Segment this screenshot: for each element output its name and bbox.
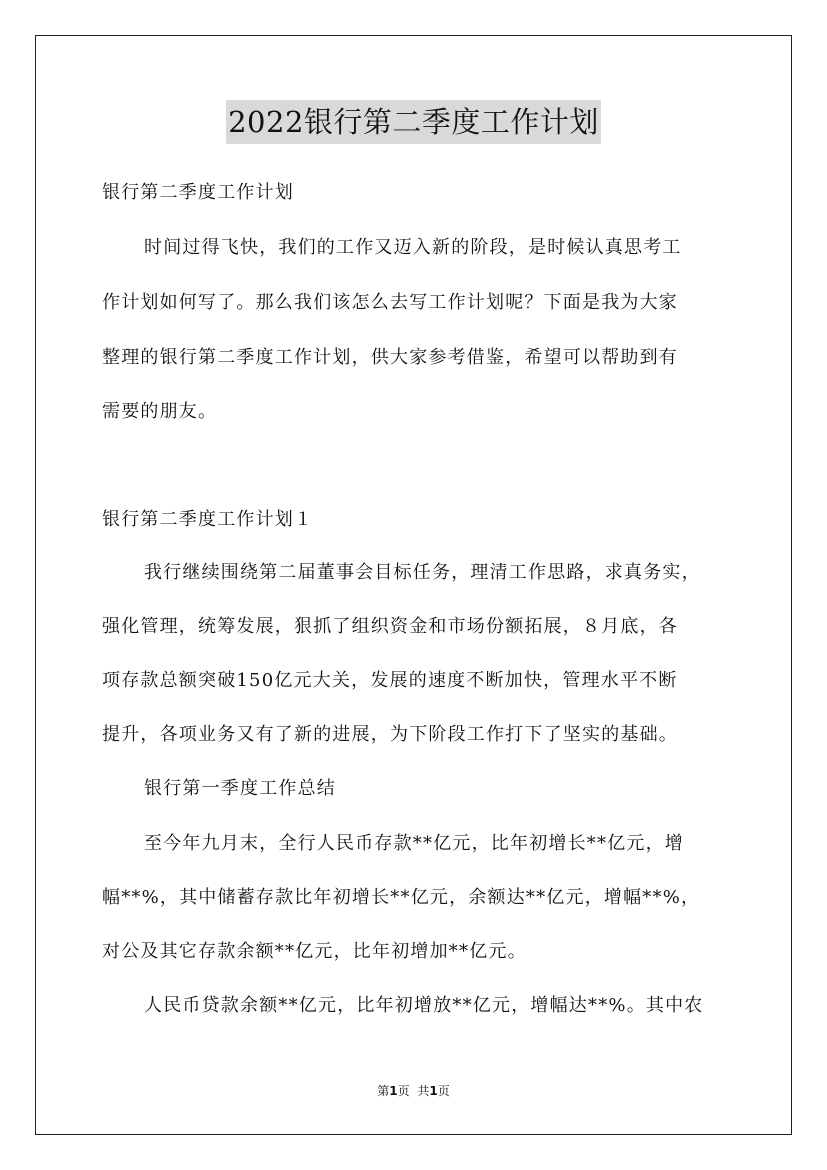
paragraph-line: 幅**%，其中储蓄存款比年初增长**亿元，余额达**亿元，增幅**%，: [102, 887, 701, 908]
page-suffix: 页: [397, 1084, 410, 1098]
paragraph-line: 我行继续围绕第二届董事会目标任务，理清工作思路，求真务实，: [144, 562, 701, 583]
paragraph-line: 项存款总额突破150亿元大关，发展的速度不断加快，管理水平不断: [102, 670, 678, 691]
paragraph-line: 对公及其它存款余额**亿元，比年初增加**亿元。: [102, 941, 527, 962]
total-prefix: 共: [417, 1084, 430, 1098]
page-footer: [0, 1082, 827, 1100]
paragraph-line: 至今年九月末，全行人民币存款**亿元，比年初增长**亿元，增: [144, 833, 684, 854]
subsection-heading: 银行第一季度工作总结: [144, 778, 336, 799]
paragraph-line: 时间过得飞快，我们的工作又迈入新的阶段，是时候认真思考工: [144, 237, 682, 258]
section-heading: 银行第二季度工作计划１: [102, 509, 314, 530]
paragraph-line: 人民币贷款余额**亿元，比年初增放**亿元，增幅达**%。其中农: [144, 995, 704, 1016]
document-title: 2022银行第二季度工作计划: [226, 100, 601, 144]
total-suffix: 页: [437, 1084, 450, 1098]
section-heading: 银行第二季度工作计划: [102, 182, 294, 203]
paragraph-line: 强化管理，统筹发展，狠抓了组织资金和市场份额拓展，８月底，各: [102, 616, 678, 637]
paragraph-line: 提升，各项业务又有了新的进展，为下阶段工作打下了坚实的基础。: [102, 724, 678, 745]
page-prefix: 第: [377, 1084, 390, 1098]
title-container: [0, 100, 827, 144]
total-pages: 1: [429, 1084, 438, 1098]
paragraph-line: 需要的朋友。: [102, 401, 218, 422]
paragraph-line: 整理的银行第二季度工作计划，供大家参考借鉴，希望可以帮助到有: [102, 347, 678, 368]
paragraph-line: 作计划如何写了。那么我们该怎么去写工作计划呢？下面是我为大家: [102, 292, 678, 313]
page-number: 1: [389, 1084, 398, 1098]
